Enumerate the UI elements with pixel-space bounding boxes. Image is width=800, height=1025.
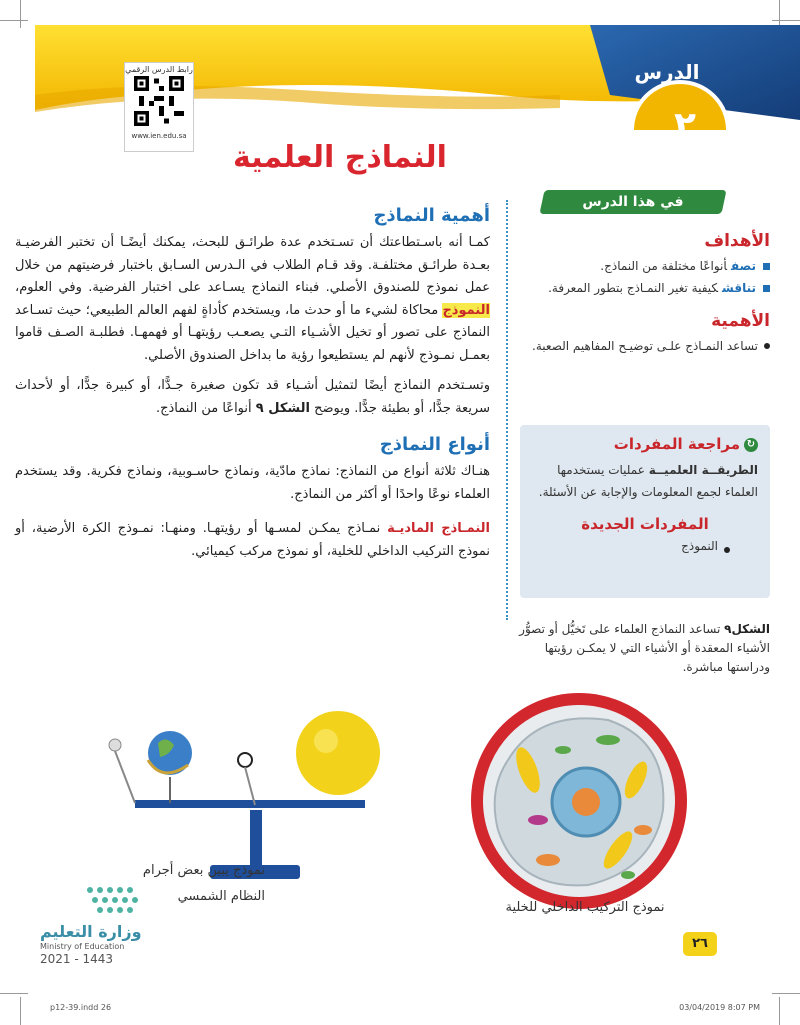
lesson-number: ٢ [674, 105, 696, 146]
section-heading-importance: أهمية النماذج [373, 205, 490, 226]
new-vocab-heading: المفردات الجديدة [581, 515, 709, 533]
ministry-year: 2021 - 1443 [40, 952, 114, 966]
page-title: النماذج العلمية [233, 140, 447, 175]
qr-code-card[interactable] [124, 62, 194, 152]
qr-url: www.ien.edu.sa [131, 132, 187, 140]
qr-caption: رابط الدرس الرقمي [125, 65, 193, 74]
cell-model-caption: نموذج التركيب الداخلي للخلية [505, 900, 665, 915]
ministry-logo [40, 880, 150, 966]
new-vocab-item: النموذج [520, 539, 730, 553]
vocab-review-heading [520, 435, 758, 453]
ministry-name-ar: وزارة التعليم [40, 922, 142, 941]
page-number: ٢٦ [683, 932, 717, 956]
vocab-review-def-text: عمليات يستخدمها العلماء لجمع المعلومات والإجابة عن الأسئلة. [538, 463, 758, 499]
paragraph-text: محاكاة لشيء ما أو حدث ما، ويستخدم كأداةٍ لفهم العالم الطبيعي؛ حيث تسـاعد النماذج على تصور أو تخيل الأشـياء التـي يصعـب رؤيتهـا أو فهمهـا. فطلبـة الصـف قاموا بعمـل نمـوذج لأنهم لم يستطيعوا رؤية ما بداخل الصندوق الأصلي. [15, 302, 490, 363]
figure-label: الشكل٩ [724, 622, 770, 636]
section-heading-types: أنواع النماذج [379, 434, 490, 455]
vocabulary-box [520, 425, 770, 598]
paragraph-text: نمـاذج يمكـن لمسـها أو رؤيتهـا. ومنهـا: نمـوذج الكرة الأرضية، أو نموذج التركيب الداخلي للخلية، أو نموذج مركب كيميائي. [15, 521, 490, 559]
paragraph-text: وتسـتخدم النماذج أيضًا لتمثيل أشـياء قد تكون صغيرة جـدًّا، أو كبيرة جدًّا، أو لأحداث سريعة جدًّا، أو بطيئة جدًّا. ويوضح [15, 378, 490, 416]
objective-text: كيفية تغير النمـاذج بتطور المعرفة. [548, 281, 719, 295]
figure-reference: الشكل ٩ [255, 400, 310, 416]
crop-mark [772, 993, 800, 994]
solar-model-caption: نموذج يبين بعض أجرام النظام الشمسي [142, 863, 265, 904]
crop-mark [779, 997, 780, 1025]
highlighted-term: النموذج [442, 302, 490, 318]
footer-timestamp: 03/04/2019 8:07 PM [679, 1003, 760, 1012]
vocab-review-definition [532, 459, 758, 503]
sidebar [520, 225, 770, 357]
objective-item [520, 277, 770, 299]
column-divider [506, 200, 508, 620]
ministry-logo-icon [80, 880, 150, 920]
cell-model-image [468, 690, 690, 912]
importance-text: تساعد النمـاذج علـى توضيـح المفاهيم الصعبة. [520, 335, 770, 357]
in-this-lesson-label: في هذا الدرس [582, 194, 684, 210]
figure-caption [515, 620, 770, 677]
main-content [15, 205, 490, 571]
paragraph [15, 375, 490, 420]
vocab-review-icon: ↻ [744, 438, 758, 452]
vocab-review-term: الطريقــة العلميــة [648, 463, 758, 477]
physical-models-term: النمـاذج الماديـة [387, 521, 490, 536]
paragraph: هنـاك ثلاثة أنواع من النماذج: نماذج مادّية، ونماذج حاسـوبية، ونماذج فكرية. وقد يستخدم العلماء نوعًا واحدًا أو أكثر من النماذج. [15, 464, 490, 502]
vocab-review-heading-text: مراجعة المفردات [613, 435, 740, 453]
objective-verb: تصف [731, 259, 756, 273]
paragraph [15, 232, 490, 367]
importance-heading: الأهمية [711, 311, 770, 331]
qr-code-icon [134, 76, 184, 126]
paragraph-text: أنواعًا من النماذج. [155, 400, 252, 416]
lesson-label: الدرس [634, 60, 700, 84]
crop-mark [20, 997, 21, 1025]
crop-mark [0, 993, 28, 994]
paragraph [15, 518, 490, 563]
objective-verb: تناقش [722, 281, 756, 295]
objective-text: أنواعًا مختلفة من النماذج. [600, 259, 728, 273]
figure-caption-text: تساعد النماذج العلماء على تَخيُّل أو تصوُّر الأشياء المعقدة أو الأشياء التي لا يمكـن رؤيتها ودراستها مباشرة. [519, 622, 770, 674]
objectives-heading: الأهداف [704, 231, 770, 251]
in-this-lesson-banner [539, 190, 726, 214]
paragraph-text: كمـا أنه باسـتطاعتك أن تسـتخدم عدة طرائـق للبحث، يمكنك أيضًـا أن تختبر الفرضيـة بعـدة طرائـق مختلفـة. وقد قـام الطلاب في الـدرس السـابق باختبار فرضيتهم من خلال عمل نموذج للصندوق الأصلي. فبناء النماذج يسـاعد على اختبار الفرضية. وفي العلوم، [15, 235, 490, 295]
objective-item [520, 255, 770, 277]
footer-file-info: p12-39.indd 26 [50, 1003, 112, 1012]
ministry-name-en: Ministry of Education [40, 942, 125, 951]
